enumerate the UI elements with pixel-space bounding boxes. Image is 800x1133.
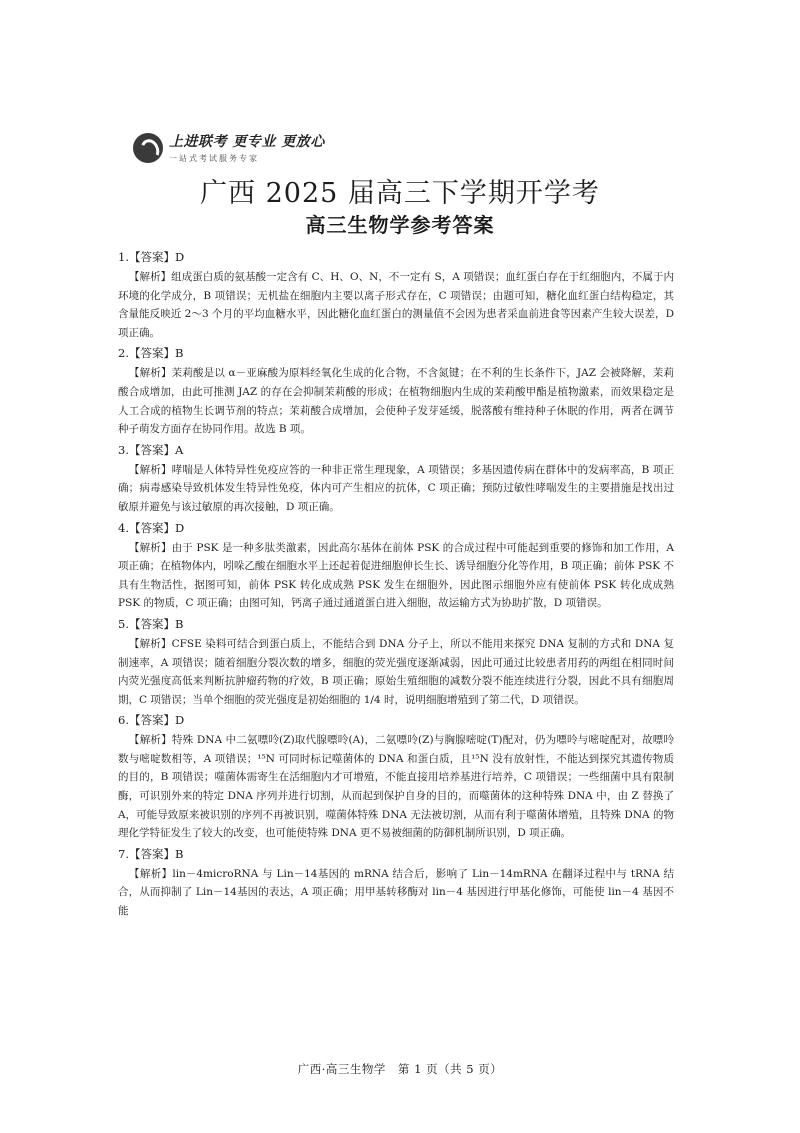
answer-line: 4.【答案】D xyxy=(118,520,185,535)
analysis-text: 【解析】哮喘是人体特异性免疫应答的一种非正常生理现象，A 项错误；多基因遗传病在群体中的发病率高，B 项正确；病毒感染导致机体发生特异性免疫，体内可产生相应的抗体，C 项正确；预防过敏性哮喘发生的主要措施是找出过敏原并避免与该过敏原的再次接触，D 项正确。 xyxy=(118,463,674,513)
answer-content xyxy=(118,247,674,922)
answer-line: 7.【答案】B xyxy=(118,846,184,861)
question-item xyxy=(118,614,674,709)
analysis-text: 【解析】组成蛋白质的氨基酸一定含有 C、H、O、N，不一定有 S，A 项错误；血红蛋白存在于红细胞内，不属于内环境的化学成分，B 项错误；无机盐在细胞内主要以离子形式存在，C 项错误；由题可知，糖化血红蛋白结构稳定，其含量能反映近 2～3 个月的平均血糖水平，因此糖化血红蛋白的测量值不会因为患者采血前进食等因素产生较大误差，D 项正确。 xyxy=(118,271,674,339)
logo-subtitle: 一站式考试服务专家 xyxy=(169,154,259,163)
page-title: 广西 2025 届高三下学期开学考 xyxy=(200,178,600,209)
question-item xyxy=(118,343,674,438)
analysis-text: 【解析】特殊 DNA 中二氨嘌呤(Z)取代腺嘌呤(A)，二氨嘌呤(Z)与胸腺嘧啶(T)配对，仍为嘌呤与嘧啶配对，故嘌呤数与嘧啶数相等，A 项错误；¹⁵N 可同时标记噬菌体的 DNA 和蛋白质，且¹⁵N 没有放射性，不能达到探究其遗传物质的目的，B 项错误；噬菌体需寄生在活细胞内才可增殖，不能直接用培养基进行培养，C 项错误；一些细菌中具有限制酶，可识别外来的特定 DNA 序列并进行切割，从而起到保护自身的目的，而噬菌体的这种特殊 DNA 中，由 Z 替换了 A，可能导致原来被识别的序列不再被识别，噬菌体特殊 DNA 无法被切割，从而有利于噬菌体增殖，且特殊 DNA 的物理化学特征发生了较大的改变，也可能使特殊 DNA 更不易被细菌的防御机制所识别，D 项正确。 xyxy=(118,734,674,840)
logo-slogan: 上进联考 更专业 更放心 xyxy=(169,134,325,150)
logo-text xyxy=(169,131,325,164)
question-item xyxy=(118,247,674,342)
analysis-text: 【解析】由于 PSK 是一种多肽类激素，因此高尔基体在前体 PSK 的合成过程中可能起到重要的修饰和加工作用，A 项正确；在植物体内，吲哚乙酸在细胞水平上还起着促进细胞伸长生长、诱导细胞分化等作用，B 项正确；前体 PSK 不具有生物活性，据图可知，前体 PSK 转化成成熟 PSK 发生在细胞外，因此图示细胞外应有使前体 PSK 转化成成熟 PSK 的物质，C 项正确；由图可知，钙离子通过通道蛋白进入细胞，故运输方式为协助扩散，D 项错误。 xyxy=(118,541,674,610)
question-item xyxy=(118,710,674,843)
answer-line: 1.【答案】D xyxy=(118,250,185,264)
page-footer: 广西·高三生物学 第 1 页（共 5 页） xyxy=(297,1062,503,1076)
analysis-text: 【解析】CFSE 染料可结合到蛋白质上，不能结合到 DNA 分子上，所以不能用来探究 DNA 复制的方式和 DNA 复制速率，A 项错误；随着细胞分裂次数的增多，细胞的荧光强度逐渐减弱，因此可通过比较患者用药的两组在相同时间内荧光强度高低来判断抗肿瘤药物的疗效，B 项正确；原始生殖细胞的减数分裂不能连续进行分裂，因此不具有细胞周期，C 项错误；当单个细胞的荧光强度是初始细胞的 1/4 时，说明细胞增殖到了第二代，D 项错误。 xyxy=(118,637,674,706)
answer-line: 5.【答案】B xyxy=(118,616,184,631)
question-item xyxy=(118,518,674,613)
analysis-text: 【解析】茉莉酸是以 α－亚麻酸为原料经氧化生成的化合物，不含氮键；在不利的生长条件下，JAZ 会被降解，茉莉酸合成增加，由此可推测 JAZ 的存在会抑制茉莉酸的形成；在植物细胞内生成的茉莉酸甲酯是植物激素，而效果稳定是人工合成的植物生长调节剂的特点；茉莉酸合成增加，会使种子发芽延缓，脱落酸有维持种子休眠的作用，两者在调节种子萌发方面存在协同作用。故选 B 项。 xyxy=(118,367,674,436)
header-logo xyxy=(133,131,325,164)
question-item xyxy=(118,440,674,517)
answer-line: 6.【答案】D xyxy=(118,713,185,728)
answer-line: 2.【答案】B xyxy=(118,346,184,361)
page-subtitle: 高三生物学参考答案 xyxy=(305,213,495,237)
logo-icon xyxy=(133,133,163,163)
answer-line: 3.【答案】A xyxy=(118,442,184,457)
analysis-text: 【解析】lin－4microRNA 与 Lin－14基因的 mRNA 结合后，影响了 Lin－14mRNA 在翻译过程中与 tRNA 结合，从而抑制了 Lin－14基因的表达，A 项正确；用甲基转移酶对 lin－4 基因进行甲基化修饰，可能使 lin－4 基因不能 xyxy=(118,867,674,918)
question-item xyxy=(118,844,674,921)
